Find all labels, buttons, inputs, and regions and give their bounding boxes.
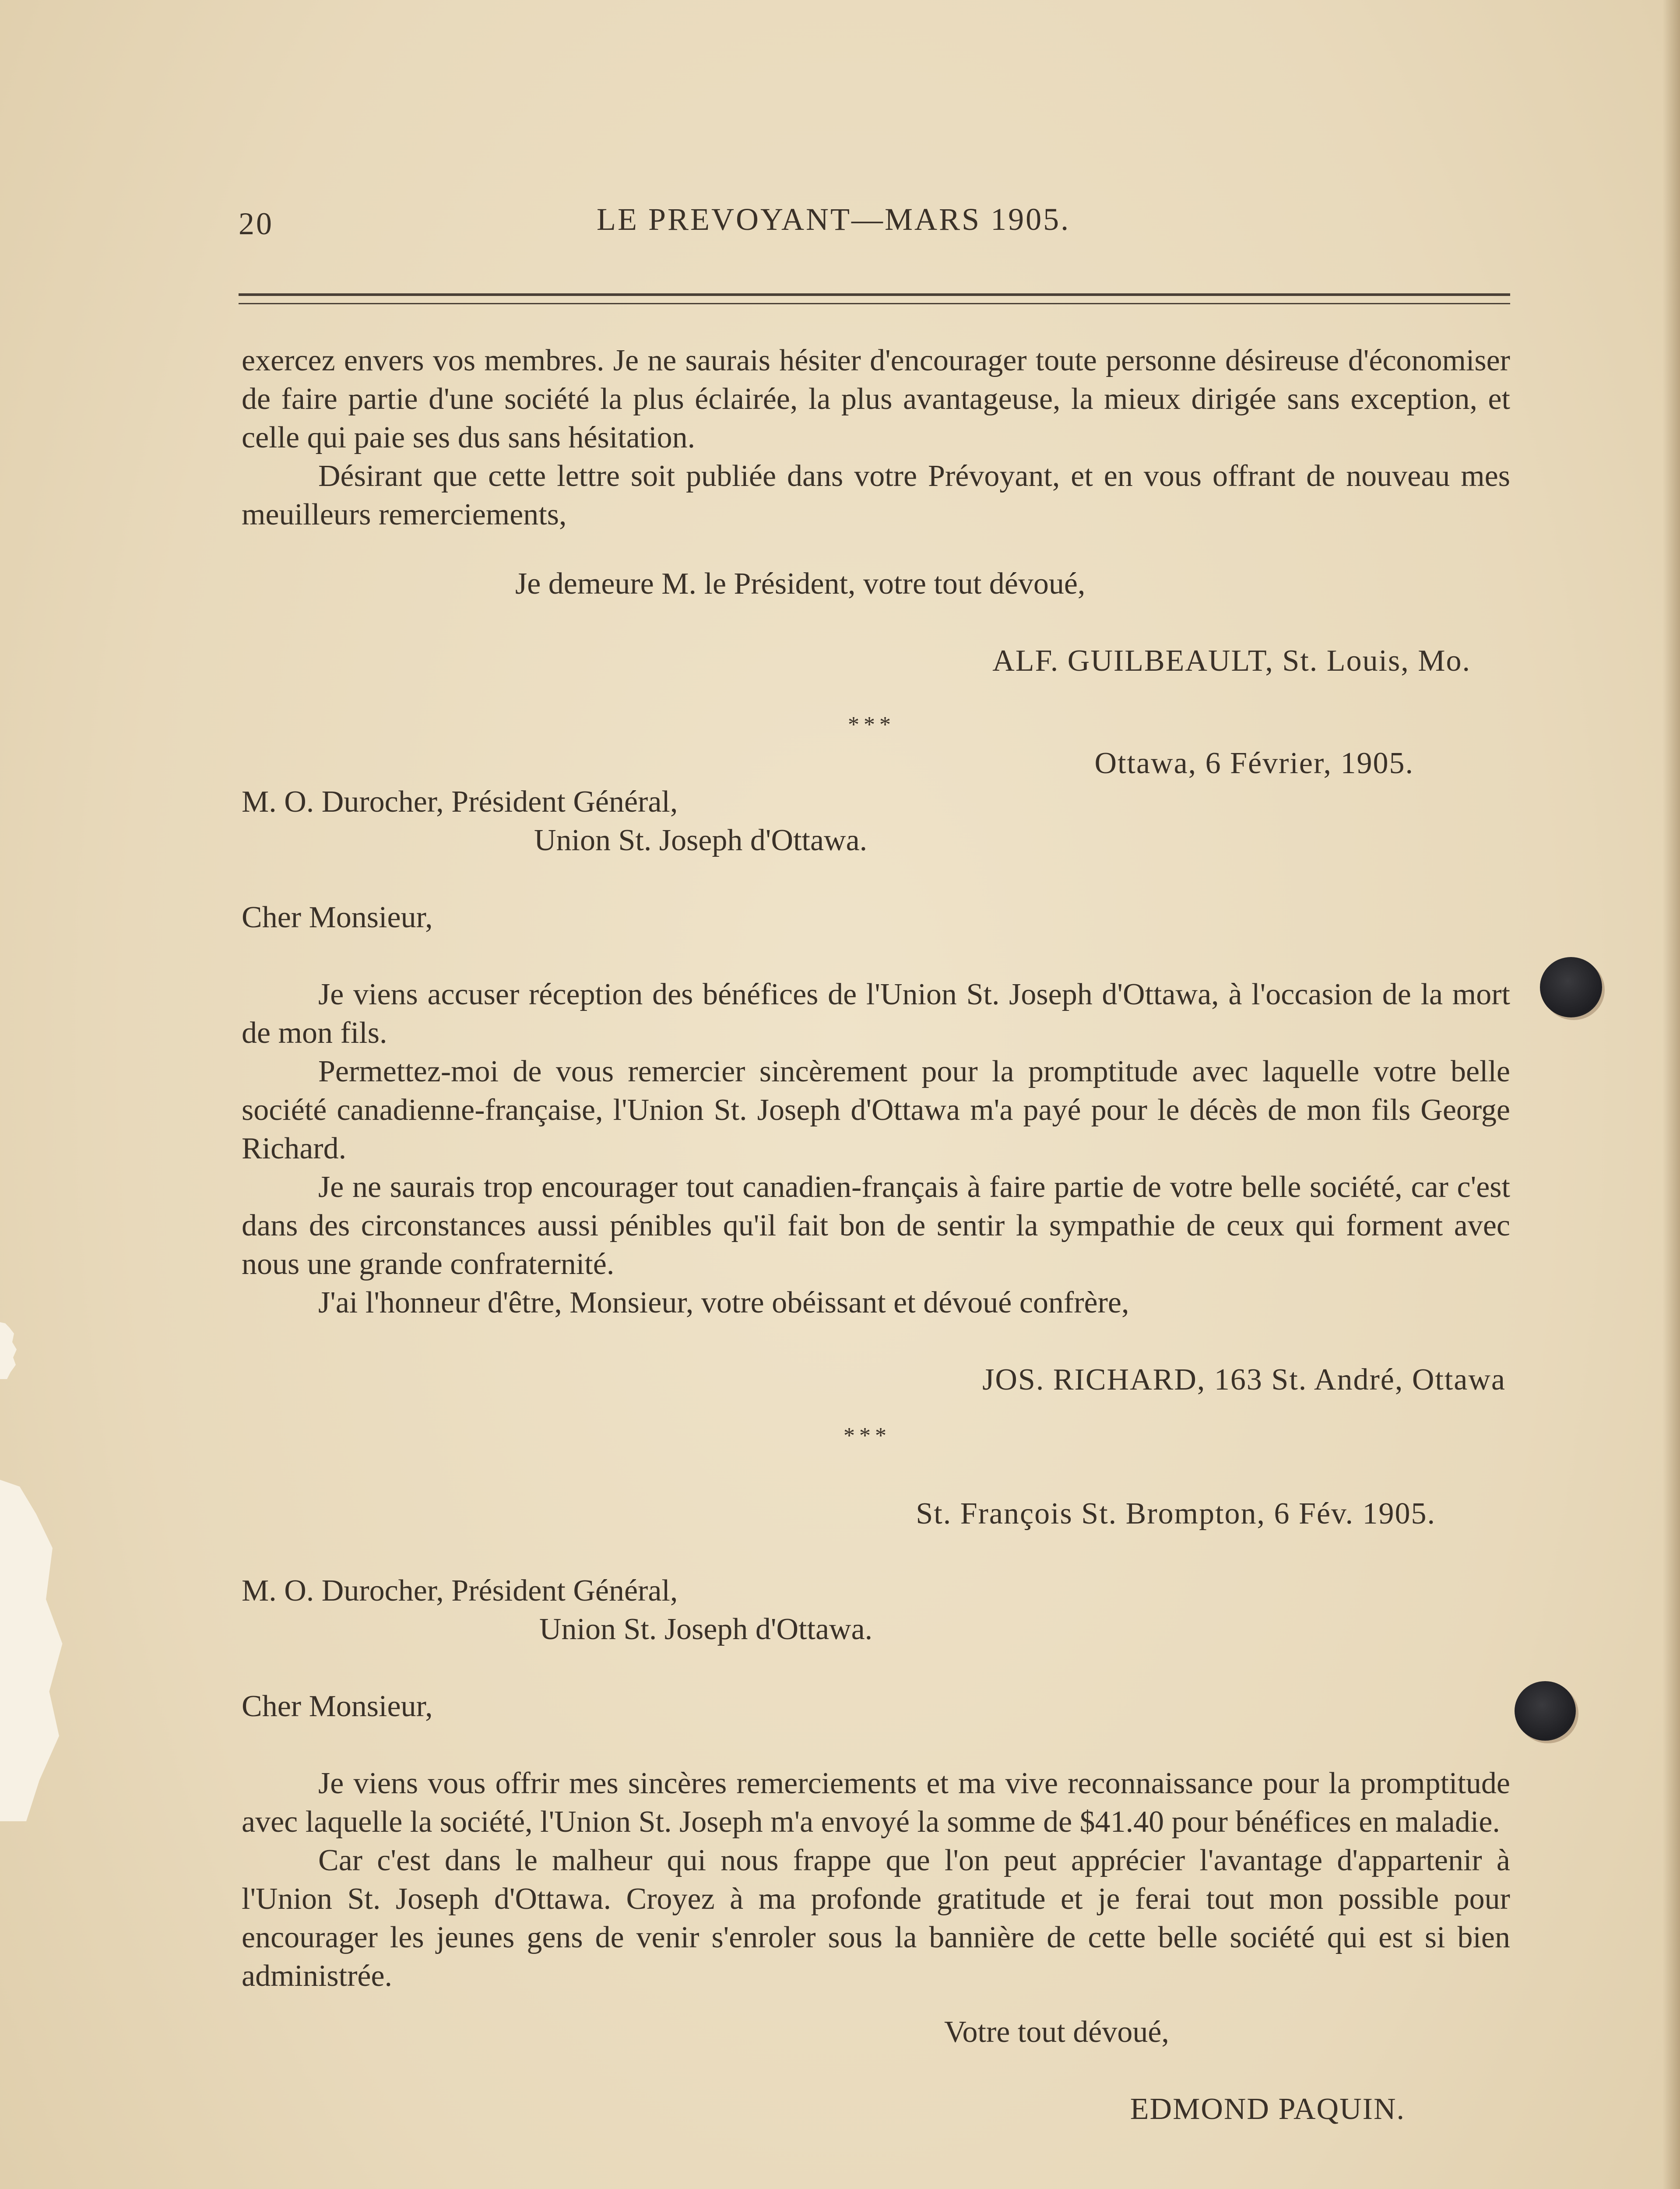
- torn-edge: [0, 1480, 66, 1821]
- letter3-closing: Votre tout dévoué,: [944, 2015, 1169, 2049]
- section-separator: ***: [848, 712, 895, 737]
- letter3-signature: EDMOND PAQUIN.: [1130, 2092, 1405, 2126]
- letter2-dateline: Ottawa, 6 Février, 1905.: [1094, 746, 1414, 780]
- page-edge-shadow: [1662, 0, 1680, 2189]
- page-number: 20: [239, 206, 274, 241]
- letter3-addressee-name: M. O. Durocher, Président Général,: [242, 1574, 678, 1608]
- letter3-dateline: St. François St. Brompton, 6 Fév. 1905.: [916, 1497, 1436, 1531]
- page-body: [242, 341, 1510, 2129]
- letter3-salutation: Cher Monsieur,: [242, 1689, 433, 1723]
- letter1-paragraph: exercez envers vos membres. Je ne saurais hésiter d'encourager toute personne désireuse d'économiser de faire partie d'une société la plus éclairée, la plus avantageuse, la mieux dirigée sans exception, et celle qui paie ses dus sans hésitation.: [242, 344, 1510, 454]
- letter2-paragraph: Je ne saurais trop encourager tout canadien-français à faire partie de votre belle société, car c'est dans des circonstances aussi pénibles qu'il fait bon de sentir la sympathie de ceux qui forment avec nous une grande confraternité.: [242, 1170, 1510, 1281]
- running-header: [239, 201, 1510, 254]
- section-separator: ***: [844, 1423, 891, 1448]
- letter3-paragraph: Je viens vous offrir mes sincères remerciements et ma vive reconnaissance pour la promptitude avec laquelle la société, l'Union St. Joseph m'a envoyé la somme de $41.40 pour bénéfices en maladie.: [242, 1767, 1510, 1839]
- header-rule: [239, 293, 1510, 296]
- letter1-signature: ALF. GUILBEAULT, St. Louis, Mo.: [992, 644, 1471, 678]
- letter2-signature: JOS. RICHARD, 163 St. André, Ottawa: [982, 1363, 1506, 1397]
- running-title: LE PREVOYANT—MARS 1905.: [597, 202, 1071, 237]
- letter2-addressee-org: Union St. Joseph d'Ottawa.: [534, 824, 868, 857]
- letter2-addressee-name: M. O. Durocher, Président Général,: [242, 785, 678, 819]
- letter3-addressee-org: Union St. Joseph d'Ottawa.: [539, 1612, 873, 1646]
- header-rule: [239, 303, 1510, 304]
- letter2-salutation: Cher Monsieur,: [242, 901, 433, 934]
- torn-edge: [0, 1322, 18, 1379]
- punch-hole: [1540, 957, 1602, 1017]
- punch-hole: [1515, 1681, 1576, 1741]
- letter2-paragraph: J'ai l'honneur d'être, Monsieur, votre obéissant et dévoué confrère,: [318, 1286, 1129, 1320]
- letter1-paragraph: Désirant que cette lettre soit publiée dans votre Prévoyant, et en vous offrant de nouveau mes meuilleurs remerciements,: [242, 459, 1510, 531]
- letter2-paragraph: Permettez-moi de vous remercier sincèrement pour la promptitude avec laquelle votre belle société canadienne-française, l'Union St. Joseph d'Ottawa m'a payé pour le décès de mon fils George Richard.: [242, 1055, 1510, 1165]
- letter3-paragraph: Car c'est dans le malheur qui nous frappe que l'on peut apprécier l'avantage d'appartenir à l'Union St. Joseph d'Ottawa. Croyez à ma profonde gratitude et je ferai tout mon possible pour encourager les jeunes gens de venir s'enroler sous la bannière de cette belle société qui est si bien administrée.: [242, 1844, 1510, 1993]
- letter2-paragraph: Je viens accuser réception des bénéfices de l'Union St. Joseph d'Ottawa, à l'occasion de la mort de mon fils.: [242, 978, 1510, 1050]
- letter1-closing: Je demeure M. le Président, votre tout dévoué,: [515, 567, 1086, 601]
